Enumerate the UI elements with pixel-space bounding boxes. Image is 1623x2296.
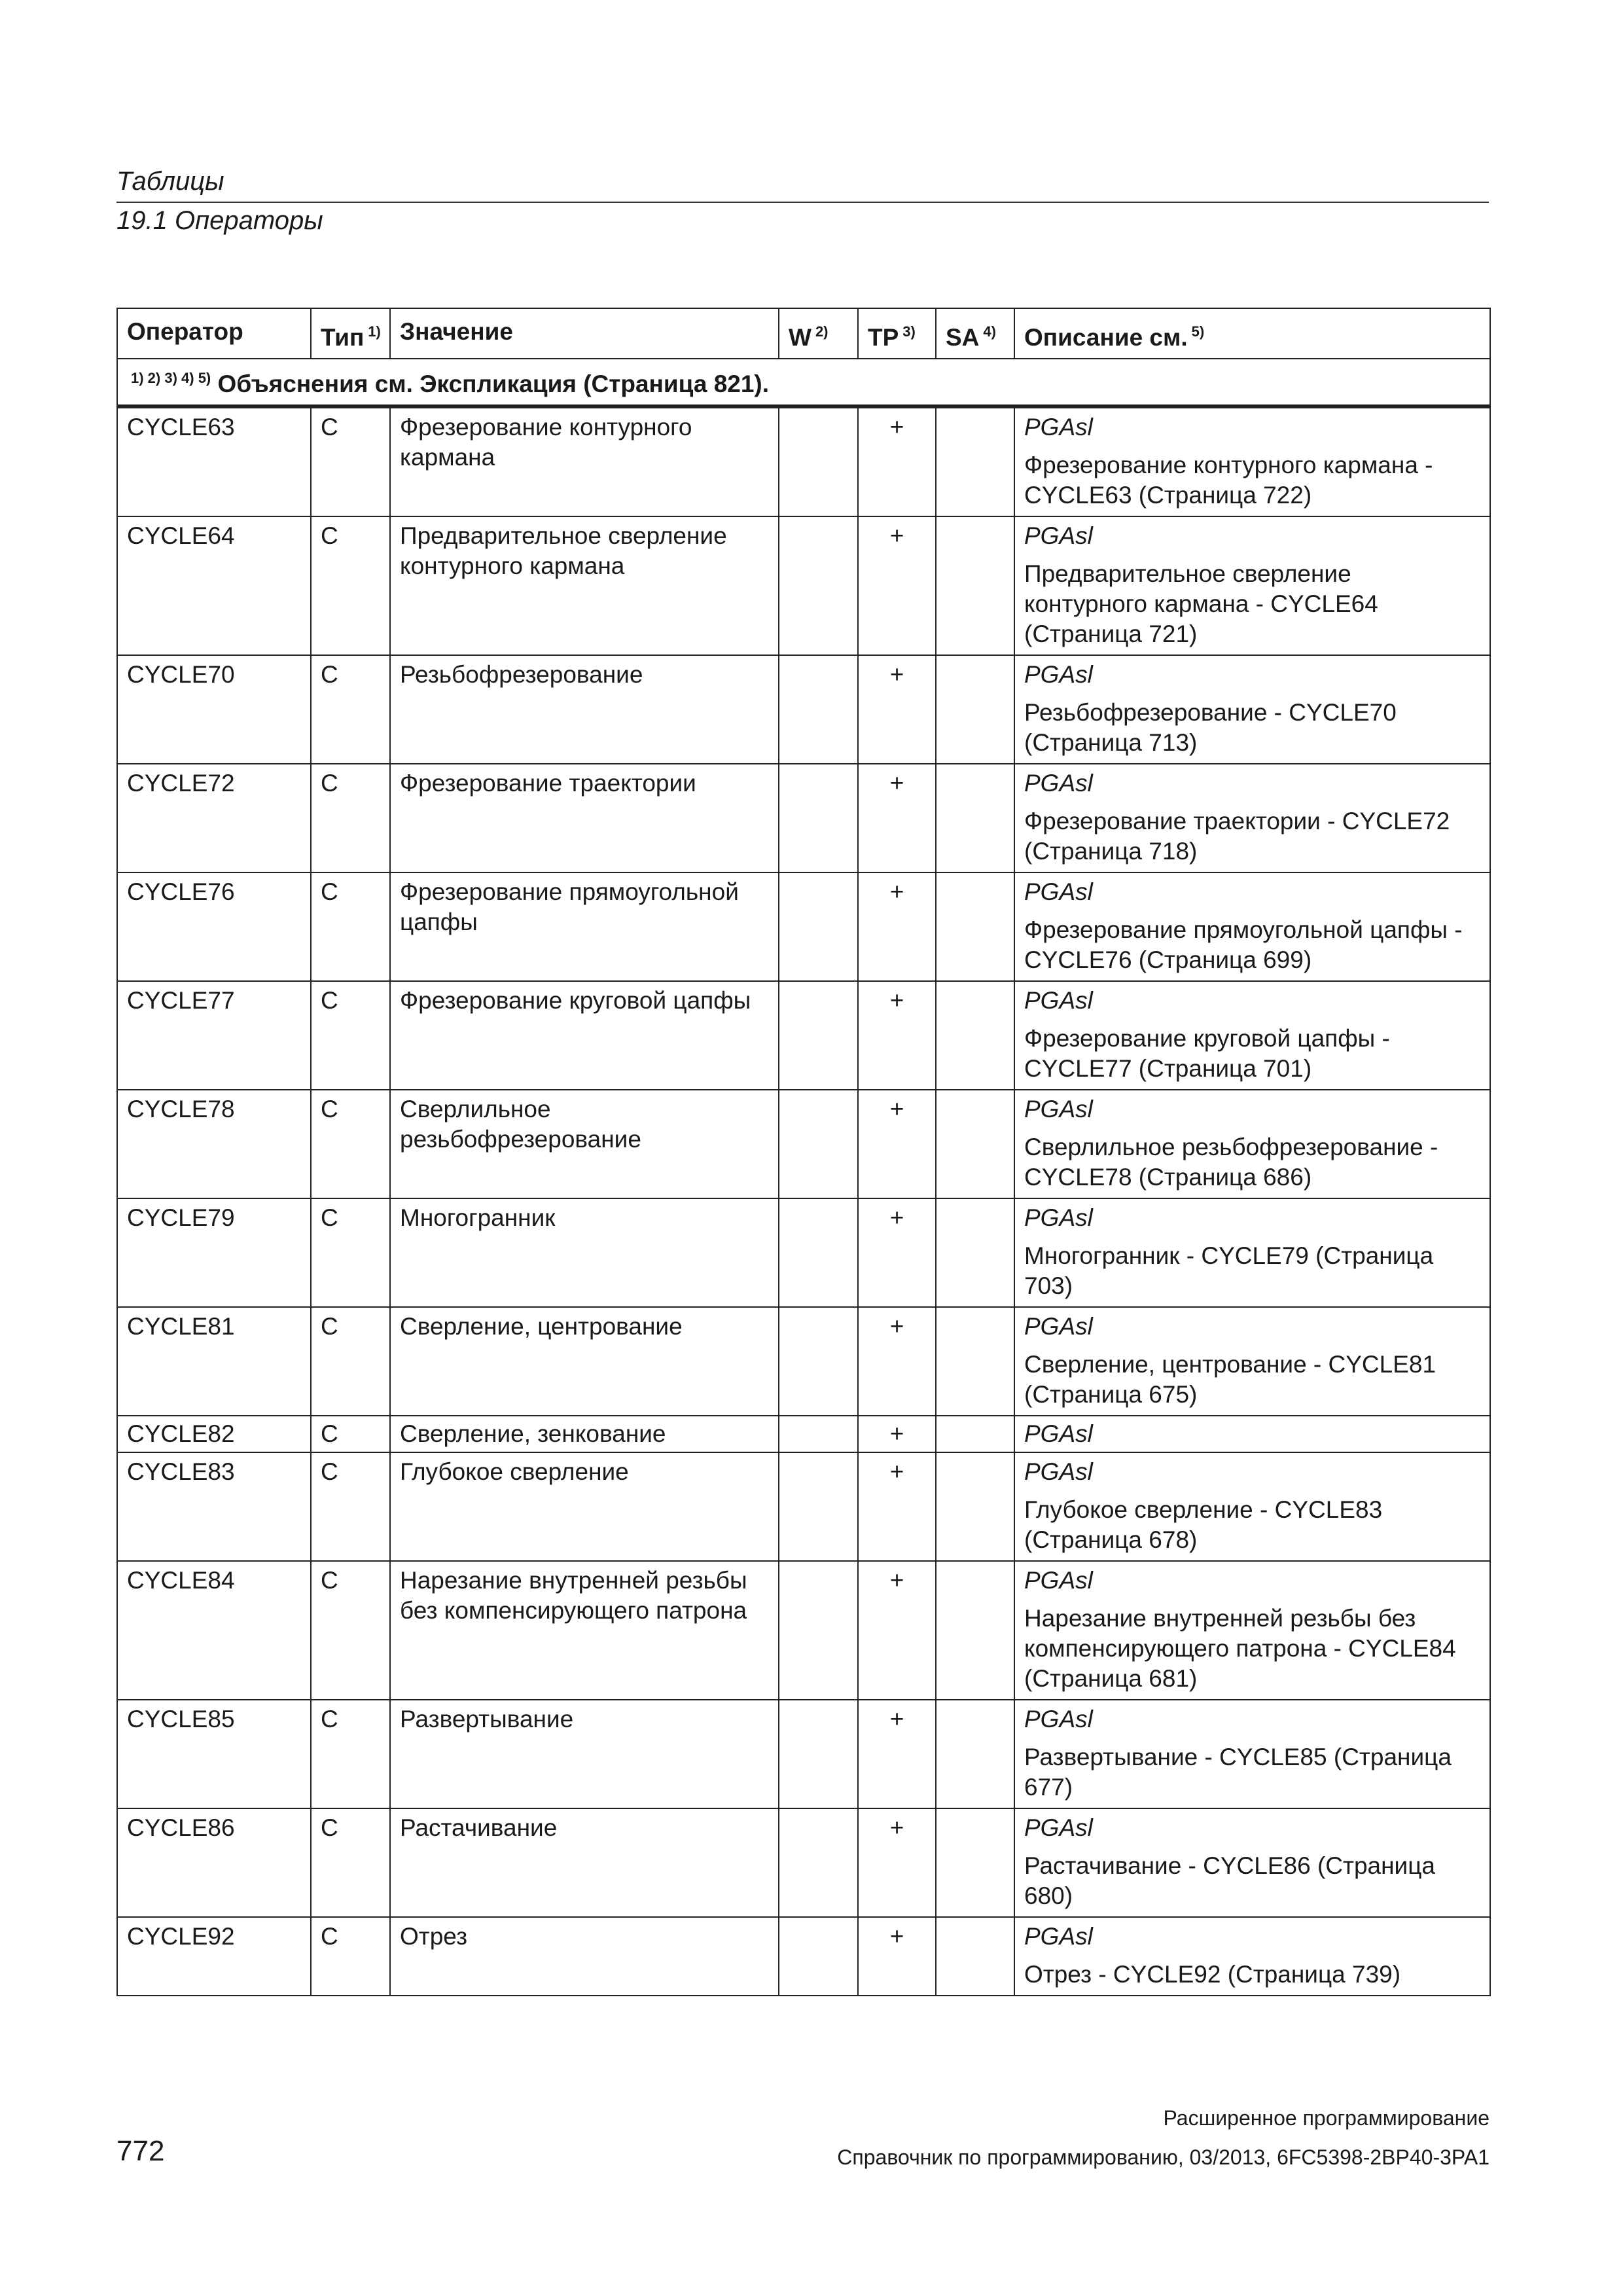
pga-ref: PGAsl	[1024, 878, 1093, 905]
desc-ref: Сверлильное резьбофрезерование - CYCLE78 (Страница 686)	[1024, 1134, 1438, 1191]
cell-type: C	[311, 1700, 390, 1808]
cell-type: C	[311, 1307, 390, 1416]
cell-tp: +	[858, 1561, 936, 1700]
cell-w	[779, 1416, 858, 1452]
table-row	[117, 406, 1490, 516]
col-description: Описание см. $^{5)}$	[1014, 308, 1490, 359]
cell-tp: +	[858, 655, 936, 764]
cell-tp: +	[858, 1808, 936, 1917]
cell-w	[779, 764, 858, 872]
cell-meaning: Фрезерование траектории	[390, 764, 779, 872]
cell-sa	[936, 1198, 1014, 1307]
cell-type: C	[311, 1090, 390, 1198]
cell-description	[1014, 1700, 1490, 1808]
cell-type: C	[311, 872, 390, 981]
cell-operator: CYCLE81	[117, 1307, 311, 1416]
cell-operator: CYCLE84	[117, 1561, 311, 1700]
cell-tp: +	[858, 1700, 936, 1808]
cell-description	[1014, 1307, 1490, 1416]
cell-type: C	[311, 981, 390, 1090]
col-meaning: Значение	[390, 308, 779, 359]
cell-operator: CYCLE78	[117, 1090, 311, 1198]
pga-ref: PGAsl	[1024, 1313, 1093, 1340]
table-row	[117, 981, 1490, 1090]
cell-description	[1014, 1452, 1490, 1561]
cell-meaning: Многогранник	[390, 1198, 779, 1307]
table-row	[117, 1307, 1490, 1416]
cell-description	[1014, 1416, 1490, 1452]
cell-description	[1014, 1198, 1490, 1307]
table-row	[117, 1561, 1490, 1700]
explanation-cell: $^{1) 2) 3) 4) 5)}$ Объяснения см. Экспликация (Страница 821).	[117, 359, 1490, 406]
cell-type: C	[311, 1452, 390, 1561]
cell-tp: +	[858, 764, 936, 872]
cell-tp: +	[858, 1090, 936, 1198]
operators-table	[116, 308, 1491, 1996]
cell-type: C	[311, 1808, 390, 1917]
cell-sa	[936, 1416, 1014, 1452]
cell-w	[779, 1808, 858, 1917]
cell-sa	[936, 516, 1014, 655]
cell-tp: +	[858, 406, 936, 516]
col-type: Тип $^{1)}$	[311, 308, 390, 359]
table-row	[117, 1090, 1490, 1198]
cell-tp: +	[858, 1307, 936, 1416]
cell-meaning: Резьбофрезерование	[390, 655, 779, 764]
pga-ref: PGAsl	[1024, 661, 1093, 688]
cell-w	[779, 1700, 858, 1808]
cell-meaning: Фрезерование круговой цапфы	[390, 981, 779, 1090]
table-row	[117, 655, 1490, 764]
table-row	[117, 1198, 1490, 1307]
cell-description	[1014, 872, 1490, 981]
table-row	[117, 1452, 1490, 1561]
cell-description	[1014, 655, 1490, 764]
cell-type: C	[311, 1561, 390, 1700]
cell-operator: CYCLE92	[117, 1917, 311, 1996]
explanation-row	[117, 359, 1490, 406]
cell-type: C	[311, 406, 390, 516]
cell-sa	[936, 1452, 1014, 1561]
footer-reference: Справочник по программированию, 03/2013, 6FC5398-2BP40-3PA1	[837, 2145, 1489, 2169]
cell-type: C	[311, 516, 390, 655]
cell-type: C	[311, 1198, 390, 1307]
cell-w	[779, 1561, 858, 1700]
cell-description	[1014, 516, 1490, 655]
cell-tp: +	[858, 1917, 936, 1996]
col-sa: SA $^{4)}$	[936, 308, 1014, 359]
cell-description	[1014, 764, 1490, 872]
col-tp: TP $^{3)}$	[858, 308, 936, 359]
cell-sa	[936, 872, 1014, 981]
pga-ref: PGAsl	[1024, 770, 1093, 797]
cell-meaning: Растачивание	[390, 1808, 779, 1917]
cell-type: C	[311, 1416, 390, 1452]
cell-tp: +	[858, 981, 936, 1090]
cell-w	[779, 1198, 858, 1307]
cell-operator: CYCLE64	[117, 516, 311, 655]
cell-description	[1014, 406, 1490, 516]
pga-ref: PGAsl	[1024, 987, 1093, 1014]
cell-meaning: Развертывание	[390, 1700, 779, 1808]
table-header-row	[117, 308, 1490, 359]
desc-ref: Предварительное сверление контурного кармана - CYCLE64 (Страница 721)	[1024, 560, 1378, 647]
cell-sa	[936, 655, 1014, 764]
desc-ref: Резьбофрезерование - CYCLE70 (Страница 713)	[1024, 699, 1397, 756]
pga-ref: PGAsl	[1024, 1096, 1093, 1122]
cell-meaning: Сверление, зенкование	[390, 1416, 779, 1452]
cell-description	[1014, 1561, 1490, 1700]
desc-ref: Фрезерование круговой цапфы - CYCLE77 (Страница 701)	[1024, 1025, 1390, 1082]
desc-ref: Фрезерование траектории - CYCLE72 (Страница 718)	[1024, 808, 1450, 865]
pga-ref: PGAsl	[1024, 1706, 1093, 1732]
table-row	[117, 872, 1490, 981]
cell-description	[1014, 1808, 1490, 1917]
cell-tp: +	[858, 872, 936, 981]
cell-meaning: Сверлильное резьбофрезерование	[390, 1090, 779, 1198]
cell-type: C	[311, 764, 390, 872]
cell-meaning: Отрез	[390, 1917, 779, 1996]
cell-operator: CYCLE82	[117, 1416, 311, 1452]
cell-w	[779, 1917, 858, 1996]
cell-tp: +	[858, 1198, 936, 1307]
desc-ref: Многогранник - CYCLE79 (Страница 703)	[1024, 1242, 1434, 1299]
table-row	[117, 516, 1490, 655]
cell-type: C	[311, 655, 390, 764]
cell-tp: +	[858, 516, 936, 655]
cell-operator: CYCLE85	[117, 1700, 311, 1808]
desc-ref: Глубокое сверление - CYCLE83 (Страница 678)	[1024, 1496, 1383, 1553]
cell-w	[779, 872, 858, 981]
pga-ref: PGAsl	[1024, 1420, 1093, 1447]
desc-ref: Фрезерование прямоугольной цапфы - CYCLE76 (Страница 699)	[1024, 916, 1463, 973]
table-row	[117, 1700, 1490, 1808]
desc-ref: Нарезание внутренней резьбы без компенсирующего патрона - CYCLE84 (Страница 681)	[1024, 1605, 1456, 1692]
cell-sa	[936, 1307, 1014, 1416]
cell-tp: +	[858, 1416, 936, 1452]
page-number: 772	[116, 2135, 165, 2167]
chapter-title: Таблицы	[116, 167, 224, 196]
cell-description	[1014, 1090, 1490, 1198]
cell-type: C	[311, 1917, 390, 1996]
cell-operator: CYCLE76	[117, 872, 311, 981]
footer-book-title: Расширенное программирование	[1163, 2106, 1489, 2130]
cell-meaning: Сверление, центрование	[390, 1307, 779, 1416]
pga-ref: PGAsl	[1024, 1814, 1093, 1841]
cell-w	[779, 1090, 858, 1198]
pga-ref: PGAsl	[1024, 414, 1093, 440]
cell-w	[779, 655, 858, 764]
section-title: 19.1 Операторы	[116, 206, 323, 235]
cell-description	[1014, 1917, 1490, 1996]
cell-meaning: Нарезание внутренней резьбы без компенсирующего патрона	[390, 1561, 779, 1700]
pga-ref: PGAsl	[1024, 1458, 1093, 1485]
cell-operator: CYCLE83	[117, 1452, 311, 1561]
cell-description	[1014, 981, 1490, 1090]
table-row	[117, 1416, 1490, 1452]
col-operator: Оператор	[117, 308, 311, 359]
cell-sa	[936, 1808, 1014, 1917]
cell-meaning: Предварительное сверление контурного кармана	[390, 516, 779, 655]
header-rule	[116, 202, 1489, 203]
pga-ref: PGAsl	[1024, 1923, 1093, 1950]
cell-meaning: Фрезерование прямоугольной цапфы	[390, 872, 779, 981]
cell-operator: CYCLE70	[117, 655, 311, 764]
desc-ref: Развертывание - CYCLE85 (Страница 677)	[1024, 1744, 1452, 1801]
pga-ref: PGAsl	[1024, 1204, 1093, 1231]
table-row	[117, 764, 1490, 872]
cell-operator: CYCLE72	[117, 764, 311, 872]
table-row	[117, 1917, 1490, 1996]
cell-sa	[936, 406, 1014, 516]
cell-w	[779, 516, 858, 655]
cell-sa	[936, 1561, 1014, 1700]
desc-ref: Отрез - CYCLE92 (Страница 739)	[1024, 1961, 1401, 1988]
col-w: W $^{2)}$	[779, 308, 858, 359]
cell-w	[779, 1307, 858, 1416]
table-row	[117, 1808, 1490, 1917]
cell-w	[779, 1452, 858, 1561]
cell-sa	[936, 764, 1014, 872]
cell-operator: CYCLE79	[117, 1198, 311, 1307]
cell-sa	[936, 1090, 1014, 1198]
desc-ref: Растачивание - CYCLE86 (Страница 680)	[1024, 1852, 1435, 1909]
cell-meaning: Глубокое сверление	[390, 1452, 779, 1561]
cell-operator: CYCLE86	[117, 1808, 311, 1917]
cell-operator: CYCLE77	[117, 981, 311, 1090]
pga-ref: PGAsl	[1024, 1567, 1093, 1594]
cell-sa	[936, 981, 1014, 1090]
cell-w	[779, 406, 858, 516]
pga-ref: PGAsl	[1024, 522, 1093, 549]
cell-operator: CYCLE63	[117, 406, 311, 516]
cell-meaning: Фрезерование контурного кармана	[390, 406, 779, 516]
cell-w	[779, 981, 858, 1090]
desc-ref: Сверление, центрование - CYCLE81 (Страница 675)	[1024, 1351, 1436, 1408]
cell-sa	[936, 1917, 1014, 1996]
desc-ref: Фрезерование контурного кармана - CYCLE63 (Страница 722)	[1024, 452, 1433, 509]
cell-tp: +	[858, 1452, 936, 1561]
cell-sa	[936, 1700, 1014, 1808]
